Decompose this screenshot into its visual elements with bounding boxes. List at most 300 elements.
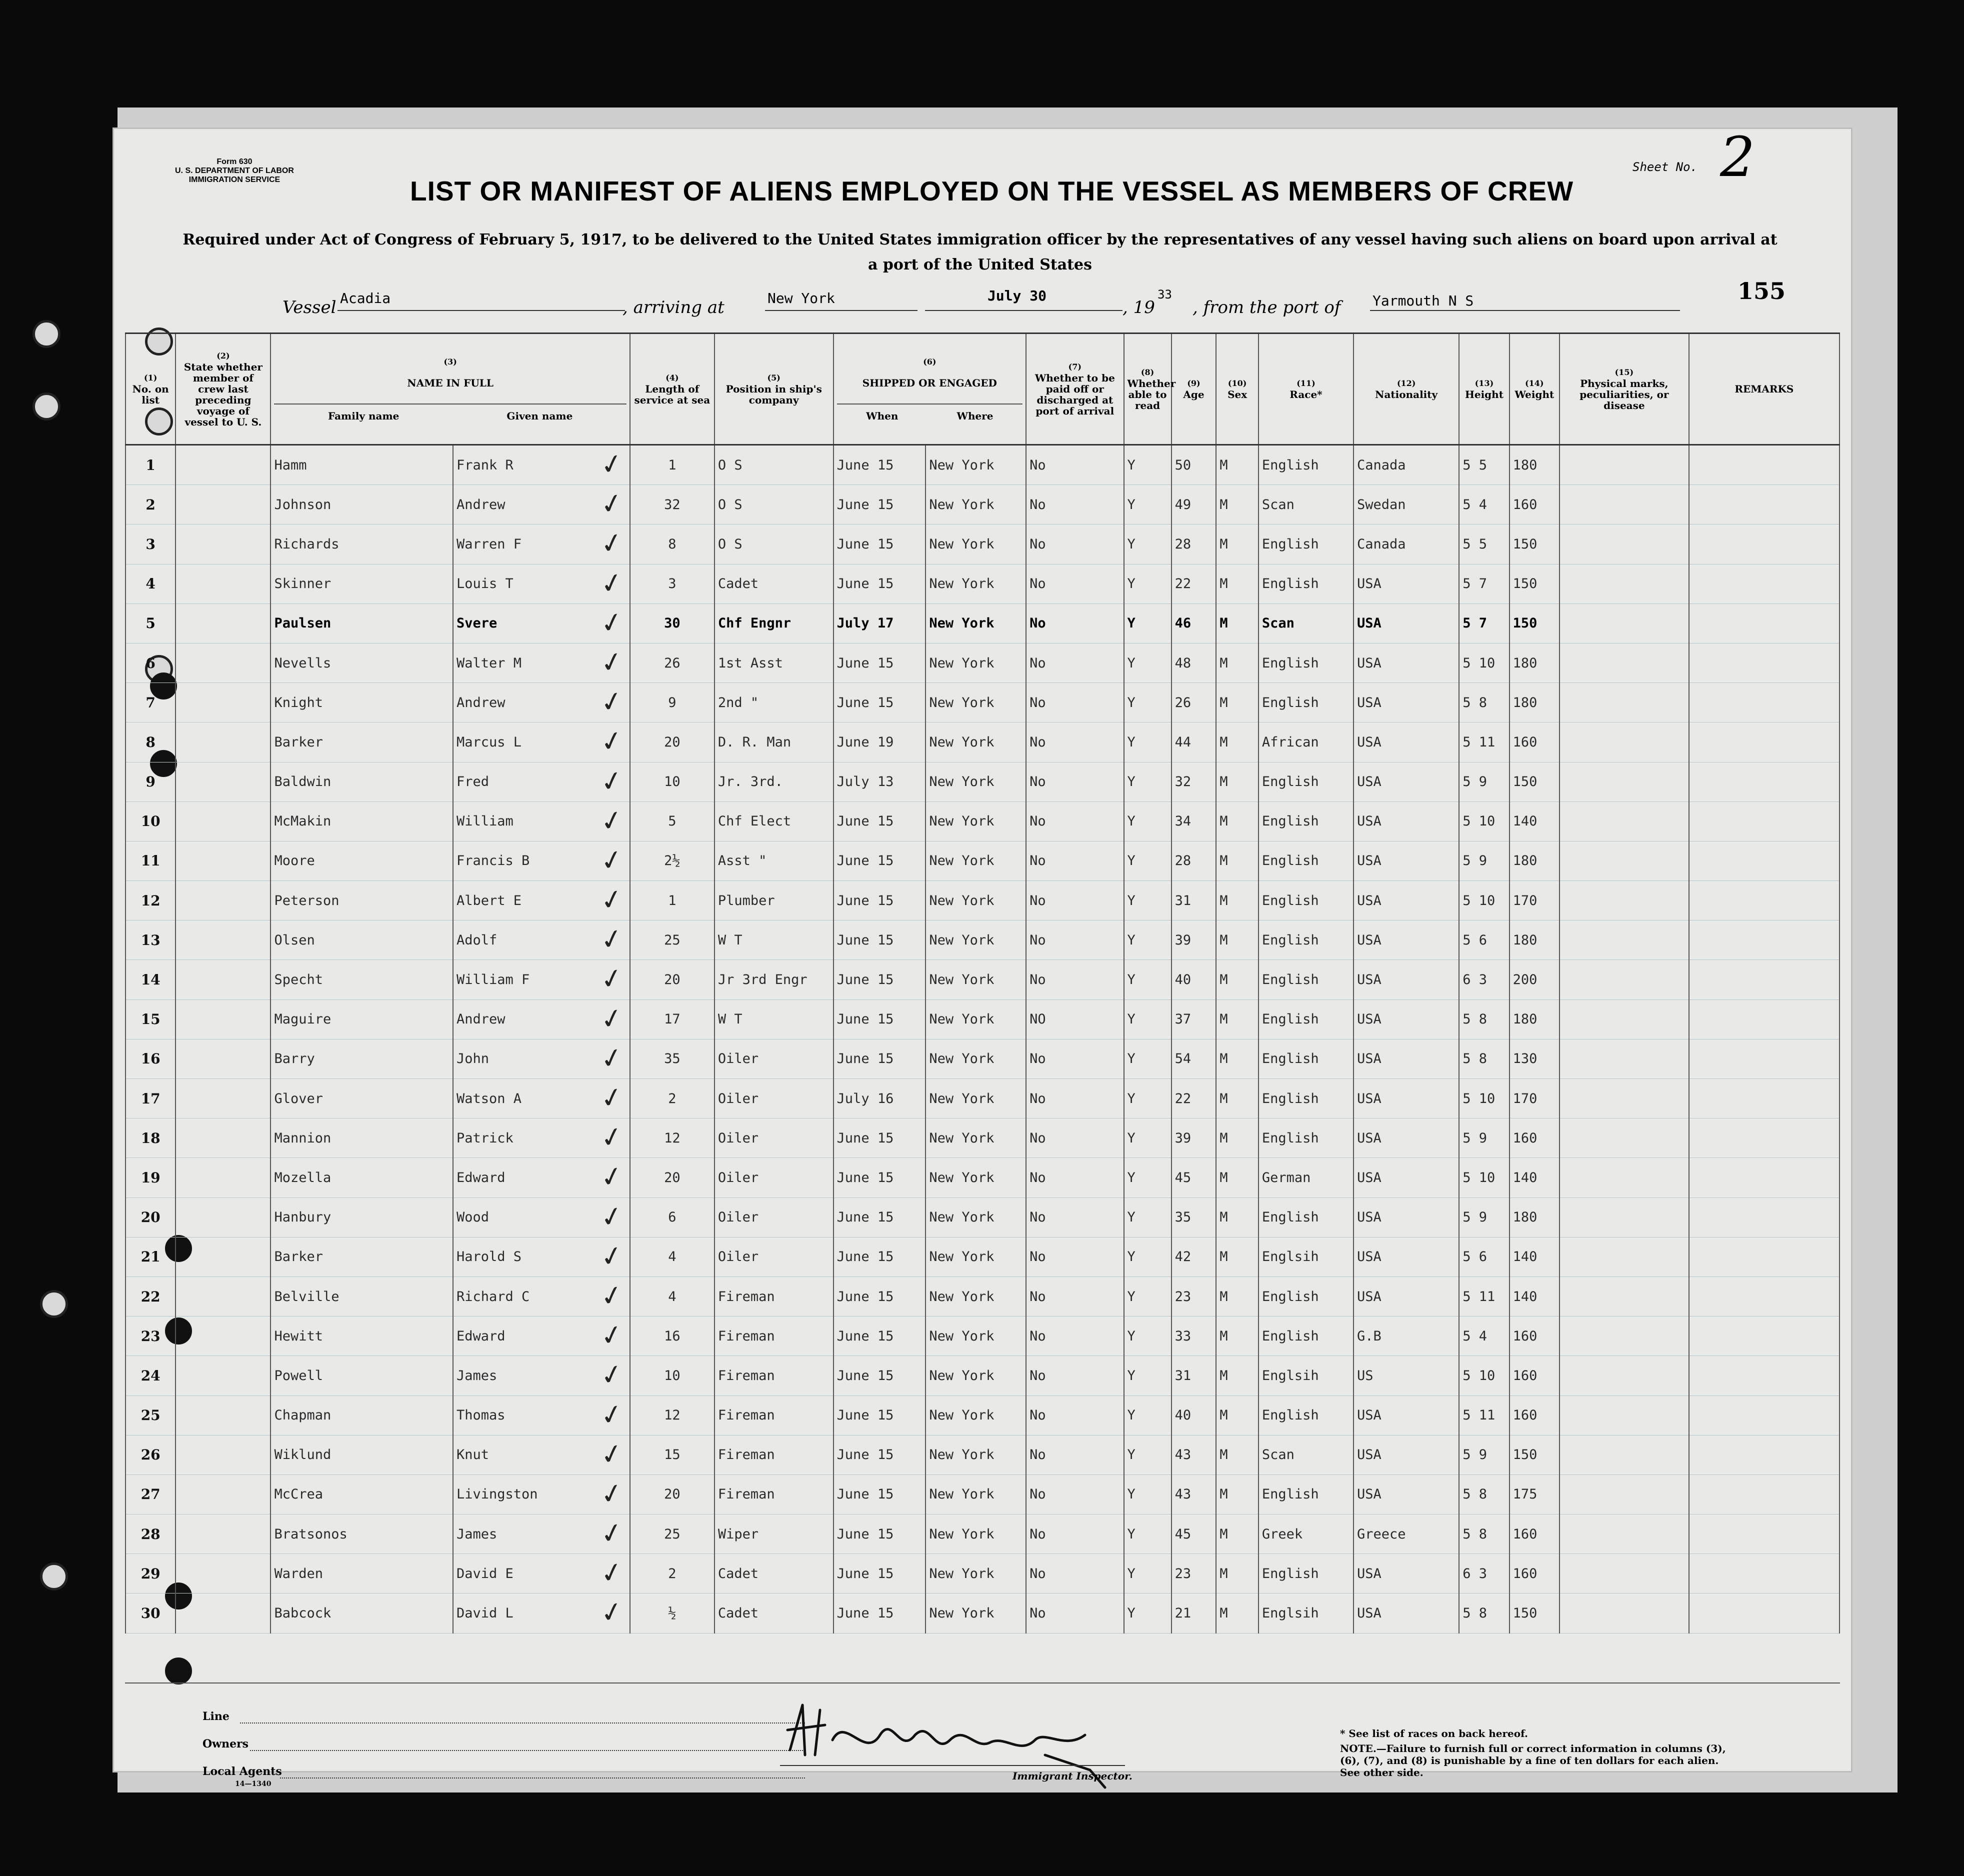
- race-note: * See list of races on back hereof.: [1340, 1728, 1528, 1740]
- row-number: 27: [126, 1474, 176, 1514]
- remarks: [1689, 960, 1840, 1000]
- race: English: [1258, 445, 1354, 485]
- remarks: [1689, 1435, 1840, 1474]
- crew-row: [126, 802, 1840, 841]
- header-name: (3) NAME IN FULL Family name Given name: [270, 334, 630, 445]
- service-length: [597, 1039, 714, 1078]
- age: 22: [1172, 564, 1216, 604]
- able-to-read: Y: [1124, 960, 1172, 1000]
- race: English: [1258, 1316, 1354, 1356]
- checkmark-icon: ✓: [597, 802, 626, 838]
- checkmark-icon: ✓: [597, 1318, 626, 1354]
- able-to-read: Y: [1124, 485, 1172, 524]
- physical-marks: [1560, 762, 1689, 802]
- row-number: 29: [126, 1554, 176, 1594]
- row-number: 14: [126, 960, 176, 1000]
- given-name: Thomas: [453, 1396, 630, 1435]
- family-name: Skinner: [270, 564, 452, 604]
- family-name: Johnson: [270, 485, 452, 524]
- given-name: Andrew: [453, 485, 630, 524]
- crew-row: [126, 683, 1840, 722]
- service-length-value: 35: [664, 1051, 680, 1067]
- height: 5 10: [1459, 802, 1509, 841]
- paid-off: No: [1026, 1198, 1124, 1237]
- row-number: 19: [126, 1158, 176, 1198]
- physical-marks: [1560, 1514, 1689, 1554]
- crew-row: [126, 1514, 1840, 1554]
- checkmark-icon: ✓: [597, 1357, 626, 1393]
- document-title: LIST OR MANIFEST OF ALIENS EMPLOYED ON THE VESSEL AS MEMBERS OF CREW: [410, 176, 1574, 206]
- position: Cadet: [714, 1554, 834, 1594]
- family-name: Specht: [270, 960, 452, 1000]
- shipped-where: New York: [926, 722, 1026, 762]
- shipped-where: New York: [926, 802, 1026, 841]
- last-voyage-cell: [176, 762, 270, 802]
- checkmark-icon: ✓: [597, 763, 626, 799]
- given-name: James: [453, 1514, 630, 1554]
- header-remarks: REMARKS: [1689, 334, 1840, 445]
- race: Englsih: [1258, 1237, 1354, 1276]
- remarks: [1689, 1514, 1840, 1554]
- service-length: [597, 1594, 714, 1633]
- able-to-read: Y: [1124, 1474, 1172, 1514]
- form-id-block: [175, 158, 294, 184]
- punch-hole: [40, 1290, 68, 1318]
- service-length-value: 26: [664, 655, 680, 671]
- crew-row: [126, 564, 1840, 604]
- physical-marks: [1560, 1276, 1689, 1316]
- weight: 200: [1510, 960, 1560, 1000]
- remarks: [1689, 1237, 1840, 1276]
- position: Fireman: [714, 1276, 834, 1316]
- service-length-value: 3: [668, 576, 676, 592]
- able-to-read: Y: [1124, 841, 1172, 880]
- height: 5 6: [1459, 1237, 1509, 1276]
- position: Oiler: [714, 1118, 834, 1158]
- age: 45: [1172, 1514, 1216, 1554]
- shipped-when: June 15: [834, 1514, 926, 1554]
- weight: 160: [1510, 722, 1560, 762]
- race: English: [1258, 881, 1354, 920]
- service-length: [597, 841, 714, 880]
- weight: 180: [1510, 445, 1560, 485]
- paid-off: No: [1026, 1079, 1124, 1118]
- crew-row: [126, 722, 1840, 762]
- nationality: USA: [1354, 920, 1459, 960]
- sheet-number-label: Sheet No.: [1632, 160, 1698, 174]
- physical-marks: [1560, 524, 1689, 564]
- service-length-value: 20: [664, 972, 680, 988]
- service-length-value: 20: [664, 1170, 680, 1186]
- remarks: [1689, 1000, 1840, 1039]
- weight: 140: [1510, 1237, 1560, 1276]
- position: Jr. 3rd.: [714, 762, 834, 802]
- shipped-when: June 15: [834, 485, 926, 524]
- header-race: (11) Race*: [1258, 334, 1354, 445]
- row-number: 24: [126, 1356, 176, 1396]
- position: Jr 3rd Engr: [714, 960, 834, 1000]
- sex: M: [1216, 485, 1258, 524]
- checkmark-icon: ✓: [597, 526, 626, 562]
- crew-row: [126, 524, 1840, 564]
- height: 5 8: [1459, 1594, 1509, 1633]
- crew-row: [126, 1198, 1840, 1237]
- crew-manifest-table: [125, 332, 1840, 1634]
- nationality: USA: [1354, 881, 1459, 920]
- given-name: Albert E: [453, 881, 630, 920]
- paid-off: No: [1026, 881, 1124, 920]
- height: 5 8: [1459, 1514, 1509, 1554]
- able-to-read: Y: [1124, 524, 1172, 564]
- remarks: [1689, 1474, 1840, 1514]
- nationality: USA: [1354, 1118, 1459, 1158]
- sex: M: [1216, 1118, 1258, 1158]
- service-length: [597, 524, 714, 564]
- family-name: Barker: [270, 722, 452, 762]
- weight: 140: [1510, 1276, 1560, 1316]
- crew-row: [126, 881, 1840, 920]
- form-number: Form 630: [216, 158, 252, 166]
- checkmark-icon: ✓: [597, 1278, 626, 1314]
- last-voyage-cell: [176, 1594, 270, 1633]
- paid-off: No: [1026, 841, 1124, 880]
- paid-off: No: [1026, 802, 1124, 841]
- nationality: USA: [1354, 1276, 1459, 1316]
- row-number: 11: [126, 841, 176, 880]
- physical-marks: [1560, 1237, 1689, 1276]
- header-given-name: Given name: [506, 410, 573, 422]
- service-length-value: 5: [668, 814, 676, 830]
- last-voyage-cell: [176, 1237, 270, 1276]
- shipped-when: June 19: [834, 722, 926, 762]
- age: 43: [1172, 1474, 1216, 1514]
- crew-row: [126, 643, 1840, 682]
- shipped-where: New York: [926, 1554, 1026, 1594]
- position: Cadet: [714, 564, 834, 604]
- nationality: USA: [1354, 1158, 1459, 1198]
- nationality: USA: [1354, 604, 1459, 643]
- physical-marks: [1560, 1435, 1689, 1474]
- service-length-value: 2: [668, 1566, 676, 1582]
- arrival-port: New York: [768, 290, 835, 306]
- physical-marks: [1560, 841, 1689, 880]
- last-voyage-cell: [176, 722, 270, 762]
- paid-off: No: [1026, 1435, 1124, 1474]
- header-nationality: (12) Nationality: [1354, 334, 1459, 445]
- height: 5 9: [1459, 1198, 1509, 1237]
- nationality: USA: [1354, 841, 1459, 880]
- height: 5 9: [1459, 762, 1509, 802]
- service-length-value: 9: [668, 694, 676, 710]
- height: 5 6: [1459, 920, 1509, 960]
- checkmark-icon: ✓: [597, 1594, 626, 1630]
- family-name: Nevells: [270, 643, 452, 682]
- row-number: 1: [126, 445, 176, 485]
- position: Fireman: [714, 1435, 834, 1474]
- height: 5 10: [1459, 643, 1509, 682]
- shipped-when: July 13: [834, 762, 926, 802]
- service-length: [597, 1554, 714, 1594]
- checkmark-icon: ✓: [597, 882, 626, 918]
- vessel-name: Acadia: [340, 290, 391, 306]
- last-voyage-cell: [176, 1316, 270, 1356]
- age: 28: [1172, 524, 1216, 564]
- position: 1st Asst: [714, 643, 834, 682]
- row-number: 5: [126, 604, 176, 643]
- age: 40: [1172, 960, 1216, 1000]
- service-length: [597, 1435, 714, 1474]
- able-to-read: Y: [1124, 445, 1172, 485]
- weight: 150: [1510, 524, 1560, 564]
- able-to-read: Y: [1124, 604, 1172, 643]
- row-number: 15: [126, 1000, 176, 1039]
- height: 5 10: [1459, 881, 1509, 920]
- paid-off: No: [1026, 1039, 1124, 1078]
- crew-row: [126, 445, 1840, 485]
- given-name: John: [453, 1039, 630, 1078]
- age: 43: [1172, 1435, 1216, 1474]
- crew-row: [126, 1000, 1840, 1039]
- able-to-read: Y: [1124, 643, 1172, 682]
- given-name: Warren F: [453, 524, 630, 564]
- physical-marks: [1560, 1316, 1689, 1356]
- age: 46: [1172, 604, 1216, 643]
- position: W T: [714, 920, 834, 960]
- service-length: [597, 1118, 714, 1158]
- family-name: Chapman: [270, 1396, 452, 1435]
- shipped-where: New York: [926, 524, 1026, 564]
- header-service-length: (4) Length of service at sea: [630, 334, 714, 445]
- shipped-when: June 15: [834, 802, 926, 841]
- height: 5 10: [1459, 1079, 1509, 1118]
- departure-fill-line: [1370, 310, 1680, 311]
- service-length: [597, 564, 714, 604]
- age: 34: [1172, 802, 1216, 841]
- race: English: [1258, 1198, 1354, 1237]
- shipped-where: New York: [926, 1356, 1026, 1396]
- header-family-name: Family name: [328, 410, 400, 422]
- service-length-value: 6: [668, 1210, 676, 1226]
- sex: M: [1216, 683, 1258, 722]
- penalty-note: NOTE.—Failure to furnish full or correct information in columns (3), (6), (7), and (8) is punishable by a fine of ten dollars for each alien. See other side.: [1340, 1742, 1726, 1778]
- shipped-when: June 15: [834, 643, 926, 682]
- checkmark-icon: ✓: [597, 1198, 626, 1234]
- position: Cadet: [714, 1594, 834, 1633]
- family-name: Peterson: [270, 881, 452, 920]
- checkmark-icon: ✓: [597, 842, 626, 878]
- age: 49: [1172, 485, 1216, 524]
- shipped-where: New York: [926, 683, 1026, 722]
- given-name: Marcus L: [453, 722, 630, 762]
- family-name: Glover: [270, 1079, 452, 1118]
- given-name: Svere: [453, 604, 630, 643]
- position: W T: [714, 1000, 834, 1039]
- header-position: (5) Position in ship's company: [714, 334, 834, 445]
- checkmark-icon: ✓: [597, 922, 626, 958]
- service-length-value: 10: [664, 1368, 680, 1384]
- service-length-value: 20: [664, 734, 680, 750]
- last-voyage-cell: [176, 485, 270, 524]
- nationality: G.B: [1354, 1316, 1459, 1356]
- shipped-when: June 15: [834, 1118, 926, 1158]
- service-length: [597, 445, 714, 485]
- last-voyage-cell: [176, 1039, 270, 1078]
- height: 5 11: [1459, 1276, 1509, 1316]
- given-name: William F: [453, 960, 630, 1000]
- service-length-value: 20: [664, 1486, 680, 1502]
- family-name: Mozella: [270, 1158, 452, 1198]
- crew-rows: [126, 445, 1840, 1634]
- shipped-when: June 15: [834, 1237, 926, 1276]
- punch-hole: [32, 392, 60, 420]
- shipped-where: New York: [926, 881, 1026, 920]
- height: 5 7: [1459, 604, 1509, 643]
- weight: 160: [1510, 1118, 1560, 1158]
- row-number: 30: [126, 1594, 176, 1633]
- last-voyage-cell: [176, 683, 270, 722]
- year-prefix: , 19: [1122, 298, 1155, 318]
- paid-off: No: [1026, 762, 1124, 802]
- race: English: [1258, 762, 1354, 802]
- race: English: [1258, 1118, 1354, 1158]
- physical-marks: [1560, 881, 1689, 920]
- paid-off: No: [1026, 1118, 1124, 1158]
- row-number: 16: [126, 1039, 176, 1078]
- physical-marks: [1560, 920, 1689, 960]
- service-length: [597, 1316, 714, 1356]
- position: Fireman: [714, 1316, 834, 1356]
- remarks: [1689, 1079, 1840, 1118]
- last-voyage-cell: [176, 1118, 270, 1158]
- punch-hole: [32, 320, 60, 348]
- height: 6 3: [1459, 960, 1509, 1000]
- service-length-value: 2: [668, 1090, 676, 1106]
- nationality: USA: [1354, 1474, 1459, 1514]
- shipped-when: June 15: [834, 1356, 926, 1396]
- service-length: [597, 960, 714, 1000]
- paid-off: No: [1026, 1554, 1124, 1594]
- last-voyage-cell: [176, 1356, 270, 1396]
- physical-marks: [1560, 1158, 1689, 1198]
- race: English: [1258, 1554, 1354, 1594]
- position: Wiper: [714, 1514, 834, 1554]
- remarks: [1689, 1554, 1840, 1594]
- service-length: [597, 683, 714, 722]
- physical-marks: [1560, 1356, 1689, 1396]
- sex: M: [1216, 881, 1258, 920]
- shipped-when: June 15: [834, 1158, 926, 1198]
- position: Oiler: [714, 1079, 834, 1118]
- age: 50: [1172, 445, 1216, 485]
- height: 5 8: [1459, 1039, 1509, 1078]
- race: Englsih: [1258, 1594, 1354, 1633]
- form-reference: 14—1340: [235, 1780, 272, 1788]
- weight: 180: [1510, 643, 1560, 682]
- row-number: 26: [126, 1435, 176, 1474]
- service-length-value: 1: [668, 892, 676, 908]
- shipped-where: New York: [926, 1000, 1026, 1039]
- paid-off: No: [1026, 683, 1124, 722]
- crew-row: [126, 762, 1840, 802]
- able-to-read: Y: [1124, 920, 1172, 960]
- last-voyage-cell: [176, 1198, 270, 1237]
- paid-off: No: [1026, 604, 1124, 643]
- weight: 180: [1510, 1198, 1560, 1237]
- family-name: Richards: [270, 524, 452, 564]
- family-name: Belville: [270, 1276, 452, 1316]
- paid-off: No: [1026, 722, 1124, 762]
- nationality: USA: [1354, 1198, 1459, 1237]
- checkmark-icon: ✓: [597, 1120, 626, 1156]
- shipped-where: New York: [926, 960, 1026, 1000]
- able-to-read: Y: [1124, 1198, 1172, 1237]
- service-length: [597, 1514, 714, 1554]
- line-label: Line: [202, 1710, 230, 1723]
- paid-off: No: [1026, 485, 1124, 524]
- shipped-when: June 15: [834, 524, 926, 564]
- able-to-read: Y: [1124, 762, 1172, 802]
- nationality: USA: [1354, 1554, 1459, 1594]
- service-length: [597, 1356, 714, 1396]
- physical-marks: [1560, 1474, 1689, 1514]
- shipped-where: New York: [926, 1079, 1026, 1118]
- remarks: [1689, 802, 1840, 841]
- row-number: 2: [126, 485, 176, 524]
- weight: 130: [1510, 1039, 1560, 1078]
- position: Oiler: [714, 1237, 834, 1276]
- last-voyage-cell: [176, 881, 270, 920]
- sex: M: [1216, 841, 1258, 880]
- family-name: Barker: [270, 1237, 452, 1276]
- checkmark-icon: ✓: [597, 961, 626, 997]
- service-length: [597, 1079, 714, 1118]
- checkmark-icon: ✓: [597, 1238, 626, 1274]
- header-last-voyage: (2) State whether member of crew last preceding voyage of vessel to U. S.: [176, 334, 270, 445]
- remarks: [1689, 1198, 1840, 1237]
- given-name: Frank R: [453, 445, 630, 485]
- position: Fireman: [714, 1356, 834, 1396]
- position: O S: [714, 445, 834, 485]
- row-number: 3: [126, 524, 176, 564]
- height: 5 10: [1459, 1158, 1509, 1198]
- given-name: Walter M: [453, 643, 630, 682]
- paid-off: No: [1026, 920, 1124, 960]
- position: O S: [714, 485, 834, 524]
- given-name: Wood: [453, 1198, 630, 1237]
- position: 2nd ": [714, 683, 834, 722]
- shipped-when: June 15: [834, 841, 926, 880]
- crew-row: [126, 1554, 1840, 1594]
- position: D. R. Man: [714, 722, 834, 762]
- department-name: U. S. DEPARTMENT OF LABOR: [175, 166, 294, 175]
- nationality: USA: [1354, 1237, 1459, 1276]
- shipped-when: June 15: [834, 1435, 926, 1474]
- sex: M: [1216, 1316, 1258, 1356]
- height: 5 11: [1459, 722, 1509, 762]
- remarks: [1689, 683, 1840, 722]
- header-where: Where: [956, 410, 994, 422]
- crew-row: [126, 604, 1840, 643]
- shipped-where: New York: [926, 1594, 1026, 1633]
- race: Scan: [1258, 604, 1354, 643]
- shipped-where: New York: [926, 1237, 1026, 1276]
- able-to-read: Y: [1124, 564, 1172, 604]
- age: 23: [1172, 1276, 1216, 1316]
- nationality: USA: [1354, 1594, 1459, 1633]
- physical-marks: [1560, 485, 1689, 524]
- remarks: [1689, 1316, 1840, 1356]
- age: 32: [1172, 762, 1216, 802]
